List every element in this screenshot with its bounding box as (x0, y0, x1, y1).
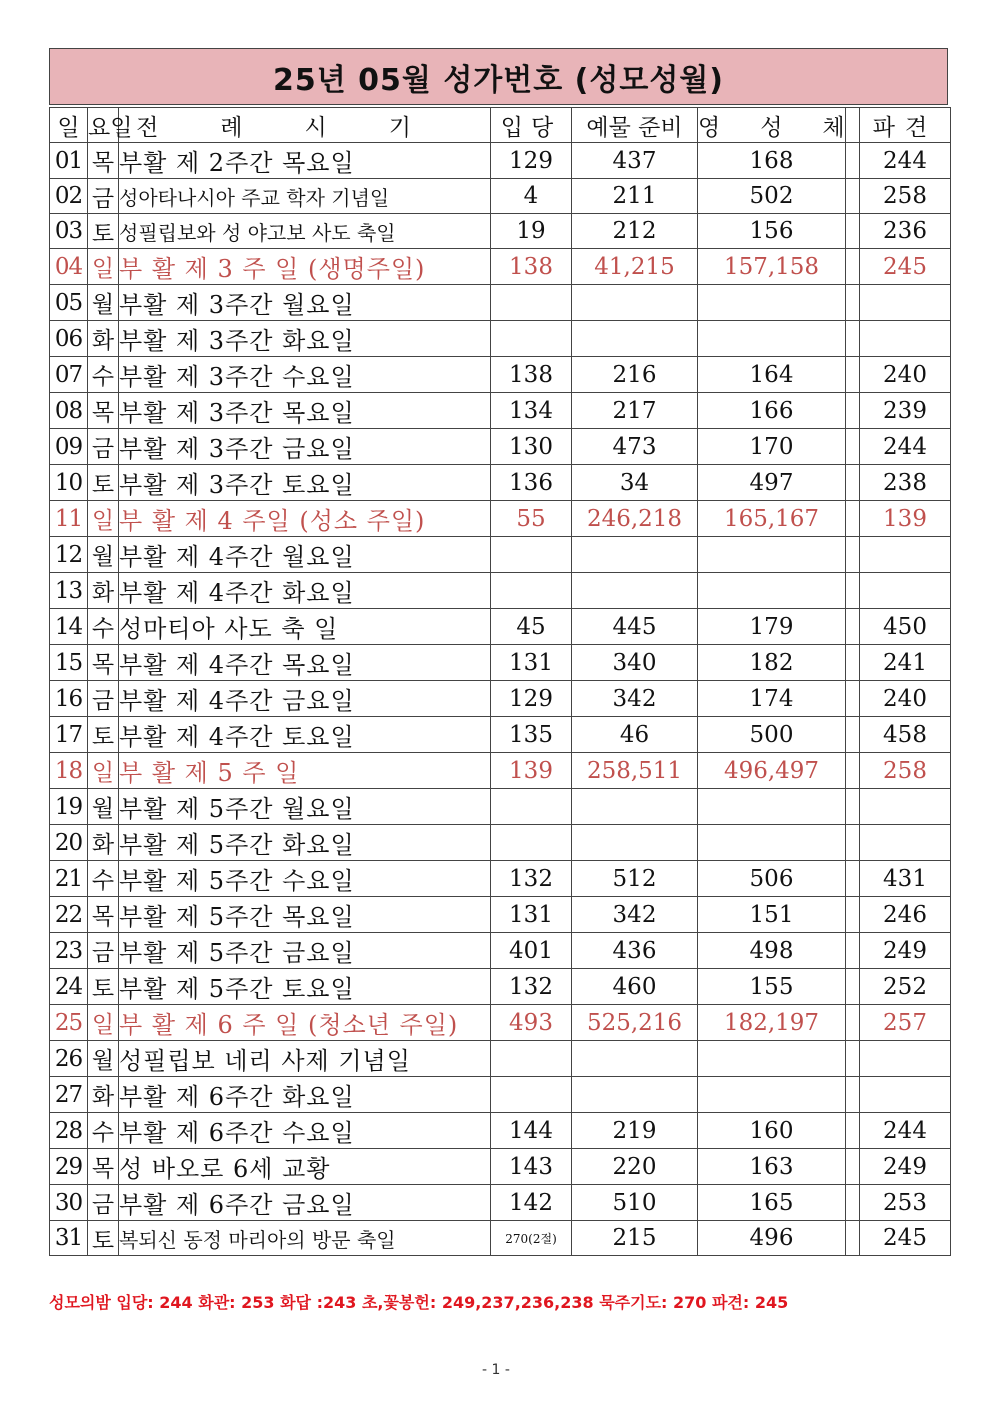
cell-dismissal (860, 1041, 951, 1077)
cell-dismissal: 244 (860, 143, 951, 179)
cell-offertory: 445 (572, 609, 698, 645)
cell-communion: 155 (698, 969, 846, 1005)
cell-liturgy: 부활 제 5주간 토요일 (119, 969, 491, 1005)
table-row (50, 465, 951, 501)
cell-offertory: 258,511 (572, 753, 698, 789)
cell-communion (698, 573, 846, 609)
table-row (50, 285, 951, 321)
cell-communion: 170 (698, 429, 846, 465)
cell-weekday: 토 (88, 214, 119, 249)
table-row (50, 1077, 951, 1113)
cell-dismissal: 253 (860, 1185, 951, 1221)
cell-offertory: 342 (572, 897, 698, 933)
cell-spacer (846, 573, 860, 609)
cell-weekday: 수 (88, 861, 119, 897)
cell-liturgy: 부활 제 6주간 금요일 (119, 1185, 491, 1221)
cell-entrance (491, 1041, 572, 1077)
cell-weekday: 수 (88, 357, 119, 393)
cell-offertory (572, 825, 698, 861)
cell-spacer (846, 285, 860, 321)
table-row (50, 1221, 951, 1256)
cell-communion (698, 825, 846, 861)
header-day: 일 (50, 108, 88, 143)
cell-spacer (846, 1005, 860, 1041)
cell-weekday: 일 (88, 1005, 119, 1041)
cell-communion: 496 (698, 1221, 846, 1256)
cell-spacer (846, 933, 860, 969)
table-row (50, 1041, 951, 1077)
cell-weekday: 화 (88, 825, 119, 861)
table-row (50, 753, 951, 789)
cell-liturgy: 부활 제 4주간 화요일 (119, 573, 491, 609)
cell-dismissal (860, 825, 951, 861)
cell-weekday: 목 (88, 143, 119, 179)
cell-offertory: 41,215 (572, 249, 698, 285)
cell-spacer (846, 249, 860, 285)
cell-day: 26 (50, 1041, 88, 1077)
table-row (50, 393, 951, 429)
cell-day: 06 (50, 321, 88, 357)
cell-weekday: 목 (88, 897, 119, 933)
cell-spacer (846, 825, 860, 861)
cell-dismissal: 431 (860, 861, 951, 897)
cell-offertory: 512 (572, 861, 698, 897)
footer-note: 성모의밤 입당: 244 화관: 253 화답 :243 초,꽃봉헌: 249,237,236,238 묵주기도: 270 파견: 245 (49, 1293, 789, 1312)
cell-offertory: 219 (572, 1113, 698, 1149)
cell-dismissal: 258 (860, 179, 951, 214)
cell-day: 02 (50, 179, 88, 214)
cell-communion (698, 1077, 846, 1113)
cell-day: 22 (50, 897, 88, 933)
cell-day: 30 (50, 1185, 88, 1221)
cell-liturgy: 부 활 제 4 주일 (성소 주일) (119, 501, 491, 537)
cell-liturgy: 부활 제 3주간 토요일 (119, 465, 491, 501)
cell-dismissal: 246 (860, 897, 951, 933)
cell-entrance: 493 (491, 1005, 572, 1041)
cell-liturgy: 부활 제 5주간 목요일 (119, 897, 491, 933)
cell-dismissal (860, 789, 951, 825)
cell-entrance (491, 285, 572, 321)
cell-entrance: 134 (491, 393, 572, 429)
cell-entrance: 401 (491, 933, 572, 969)
cell-day: 25 (50, 1005, 88, 1041)
table-row (50, 1185, 951, 1221)
cell-communion (698, 321, 846, 357)
cell-day: 23 (50, 933, 88, 969)
header-row (50, 108, 951, 143)
cell-weekday: 금 (88, 1185, 119, 1221)
cell-weekday: 일 (88, 753, 119, 789)
cell-spacer (846, 969, 860, 1005)
cell-liturgy: 부활 제 3주간 금요일 (119, 429, 491, 465)
cell-entrance: 4 (491, 179, 572, 214)
cell-spacer (846, 465, 860, 501)
cell-day: 12 (50, 537, 88, 573)
cell-day: 08 (50, 393, 88, 429)
cell-offertory (572, 1041, 698, 1077)
cell-communion: 182,197 (698, 1005, 846, 1041)
table-row (50, 825, 951, 861)
table-row (50, 609, 951, 645)
cell-dismissal (860, 321, 951, 357)
cell-communion (698, 285, 846, 321)
cell-communion: 168 (698, 143, 846, 179)
cell-liturgy: 부활 제 2주간 목요일 (119, 143, 491, 179)
cell-day: 05 (50, 285, 88, 321)
cell-dismissal: 249 (860, 933, 951, 969)
cell-dismissal: 249 (860, 1149, 951, 1185)
cell-spacer (846, 179, 860, 214)
cell-entrance: 138 (491, 249, 572, 285)
table-row (50, 143, 951, 179)
cell-dismissal: 139 (860, 501, 951, 537)
cell-day: 14 (50, 609, 88, 645)
cell-weekday: 목 (88, 1149, 119, 1185)
table-row (50, 357, 951, 393)
cell-dismissal: 258 (860, 753, 951, 789)
table-row (50, 681, 951, 717)
header-dismissal: 파견 (860, 108, 951, 143)
cell-dismissal (860, 537, 951, 573)
cell-communion: 165,167 (698, 501, 846, 537)
cell-day: 21 (50, 861, 88, 897)
cell-liturgy: 성마티아 사도 축 일 (119, 609, 491, 645)
cell-offertory: 342 (572, 681, 698, 717)
cell-weekday: 토 (88, 465, 119, 501)
cell-dismissal: 240 (860, 681, 951, 717)
cell-communion: 165 (698, 1185, 846, 1221)
cell-weekday: 목 (88, 645, 119, 681)
cell-communion (698, 537, 846, 573)
header-communion: 영성체 (698, 108, 846, 143)
cell-dismissal (860, 573, 951, 609)
cell-liturgy: 부활 제 4주간 월요일 (119, 537, 491, 573)
cell-day: 07 (50, 357, 88, 393)
cell-entrance: 135 (491, 717, 572, 753)
cell-weekday: 토 (88, 969, 119, 1005)
cell-spacer (846, 214, 860, 249)
table-row (50, 321, 951, 357)
cell-communion: 151 (698, 897, 846, 933)
cell-weekday: 일 (88, 501, 119, 537)
cell-day: 29 (50, 1149, 88, 1185)
cell-weekday: 토 (88, 717, 119, 753)
cell-weekday: 목 (88, 393, 119, 429)
cell-weekday: 일 (88, 249, 119, 285)
cell-day: 15 (50, 645, 88, 681)
cell-day: 10 (50, 465, 88, 501)
cell-day: 03 (50, 214, 88, 249)
cell-liturgy: 부활 제 3주간 화요일 (119, 321, 491, 357)
table-row (50, 179, 951, 214)
cell-communion: 157,158 (698, 249, 846, 285)
cell-spacer (846, 321, 860, 357)
cell-offertory: 46 (572, 717, 698, 753)
cell-offertory: 212 (572, 214, 698, 249)
cell-day: 19 (50, 789, 88, 825)
cell-spacer (846, 753, 860, 789)
cell-offertory: 215 (572, 1221, 698, 1256)
header-weekday: 요일 (88, 108, 119, 143)
cell-offertory: 34 (572, 465, 698, 501)
cell-entrance: 142 (491, 1185, 572, 1221)
table-row (50, 1005, 951, 1041)
cell-weekday: 수 (88, 609, 119, 645)
cell-offertory: 217 (572, 393, 698, 429)
cell-spacer (846, 897, 860, 933)
cell-weekday: 화 (88, 1077, 119, 1113)
table-row (50, 1149, 951, 1185)
cell-entrance: 136 (491, 465, 572, 501)
cell-weekday: 금 (88, 933, 119, 969)
cell-entrance: 143 (491, 1149, 572, 1185)
cell-weekday: 월 (88, 537, 119, 573)
cell-day: 13 (50, 573, 88, 609)
cell-communion: 156 (698, 214, 846, 249)
cell-entrance: 132 (491, 861, 572, 897)
cell-liturgy: 부활 제 3주간 목요일 (119, 393, 491, 429)
cell-entrance: 139 (491, 753, 572, 789)
cell-spacer (846, 1041, 860, 1077)
cell-entrance: 19 (491, 214, 572, 249)
cell-offertory: 437 (572, 143, 698, 179)
cell-entrance (491, 321, 572, 357)
table-row (50, 501, 951, 537)
cell-offertory (572, 573, 698, 609)
cell-communion: 174 (698, 681, 846, 717)
cell-dismissal: 252 (860, 969, 951, 1005)
cell-entrance: 144 (491, 1113, 572, 1149)
cell-day: 28 (50, 1113, 88, 1149)
cell-dismissal: 236 (860, 214, 951, 249)
cell-liturgy: 부활 제 3주간 월요일 (119, 285, 491, 321)
cell-offertory: 211 (572, 179, 698, 214)
page-number: - 1 - (482, 1362, 510, 1378)
cell-entrance (491, 789, 572, 825)
cell-liturgy: 복되신 동정 마리아의 방문 축일 (119, 1221, 491, 1256)
cell-day: 01 (50, 143, 88, 179)
cell-dismissal: 241 (860, 645, 951, 681)
cell-spacer (846, 717, 860, 753)
cell-communion: 502 (698, 179, 846, 214)
cell-day: 31 (50, 1221, 88, 1256)
cell-dismissal: 240 (860, 357, 951, 393)
cell-communion (698, 789, 846, 825)
header-liturgy: 전례시기 (119, 108, 491, 143)
header-offertory: 예물 준비 (572, 108, 698, 143)
cell-entrance (491, 1077, 572, 1113)
cell-communion: 164 (698, 357, 846, 393)
cell-liturgy: 성아타나시아 주교 학자 기념일 (119, 179, 491, 214)
page-title: 25년 05월 성가번호 (성모성월) (49, 48, 948, 105)
cell-spacer (846, 1221, 860, 1256)
table-row (50, 249, 951, 285)
cell-liturgy: 부활 제 5주간 월요일 (119, 789, 491, 825)
cell-day: 16 (50, 681, 88, 717)
table-row (50, 537, 951, 573)
cell-spacer (846, 789, 860, 825)
cell-offertory: 220 (572, 1149, 698, 1185)
cell-liturgy: 부활 제 4주간 토요일 (119, 717, 491, 753)
cell-liturgy: 부활 제 5주간 화요일 (119, 825, 491, 861)
cell-dismissal: 244 (860, 429, 951, 465)
cell-offertory (572, 537, 698, 573)
cell-dismissal: 458 (860, 717, 951, 753)
cell-entrance (491, 825, 572, 861)
cell-spacer (846, 1149, 860, 1185)
cell-communion: 506 (698, 861, 846, 897)
cell-dismissal (860, 285, 951, 321)
cell-weekday: 수 (88, 1113, 119, 1149)
cell-entrance: 129 (491, 143, 572, 179)
cell-spacer (846, 645, 860, 681)
table-row (50, 1113, 951, 1149)
cell-spacer (846, 429, 860, 465)
cell-offertory: 246,218 (572, 501, 698, 537)
cell-entrance (491, 573, 572, 609)
cell-liturgy: 부활 제 5주간 금요일 (119, 933, 491, 969)
cell-spacer (846, 861, 860, 897)
header-entrance: 입당 (491, 108, 572, 143)
cell-liturgy: 부활 제 6주간 수요일 (119, 1113, 491, 1149)
cell-weekday: 금 (88, 429, 119, 465)
cell-spacer (846, 357, 860, 393)
cell-weekday: 월 (88, 1041, 119, 1077)
cell-spacer (846, 609, 860, 645)
cell-offertory: 525,216 (572, 1005, 698, 1041)
table-row (50, 429, 951, 465)
cell-spacer (846, 1185, 860, 1221)
cell-communion: 498 (698, 933, 846, 969)
cell-weekday: 금 (88, 681, 119, 717)
cell-spacer (846, 1077, 860, 1113)
cell-communion (698, 1041, 846, 1077)
cell-spacer (846, 143, 860, 179)
cell-dismissal: 245 (860, 249, 951, 285)
schedule-body (50, 143, 951, 1256)
cell-entrance: 138 (491, 357, 572, 393)
cell-spacer (846, 681, 860, 717)
cell-communion: 496,497 (698, 753, 846, 789)
table-row (50, 717, 951, 753)
cell-liturgy: 성필립보 네리 사제 기념일 (119, 1041, 491, 1077)
table-row (50, 645, 951, 681)
cell-offertory (572, 789, 698, 825)
cell-liturgy: 부활 제 4주간 목요일 (119, 645, 491, 681)
cell-entrance: 130 (491, 429, 572, 465)
table-row (50, 861, 951, 897)
cell-entrance: 45 (491, 609, 572, 645)
cell-liturgy: 성 바오로 6세 교황 (119, 1149, 491, 1185)
cell-weekday: 월 (88, 285, 119, 321)
cell-liturgy: 부 활 제 3 주 일 (생명주일) (119, 249, 491, 285)
cell-weekday: 화 (88, 573, 119, 609)
table-row (50, 789, 951, 825)
table-row (50, 933, 951, 969)
cell-liturgy: 부활 제 4주간 금요일 (119, 681, 491, 717)
cell-spacer (846, 393, 860, 429)
cell-entrance: 131 (491, 645, 572, 681)
cell-day: 11 (50, 501, 88, 537)
cell-offertory: 340 (572, 645, 698, 681)
cell-offertory: 473 (572, 429, 698, 465)
cell-entrance: 55 (491, 501, 572, 537)
cell-entrance: 132 (491, 969, 572, 1005)
cell-liturgy: 부 활 제 6 주 일 (청소년 주일) (119, 1005, 491, 1041)
cell-day: 24 (50, 969, 88, 1005)
cell-dismissal: 245 (860, 1221, 951, 1256)
cell-entrance (491, 537, 572, 573)
cell-day: 20 (50, 825, 88, 861)
cell-offertory (572, 285, 698, 321)
cell-dismissal: 238 (860, 465, 951, 501)
cell-entrance: 131 (491, 897, 572, 933)
cell-weekday: 토 (88, 1221, 119, 1256)
cell-dismissal (860, 1077, 951, 1113)
cell-weekday: 금 (88, 179, 119, 214)
cell-liturgy: 부 활 제 5 주 일 (119, 753, 491, 789)
cell-communion: 179 (698, 609, 846, 645)
cell-dismissal: 244 (860, 1113, 951, 1149)
cell-offertory: 460 (572, 969, 698, 1005)
cell-dismissal: 239 (860, 393, 951, 429)
cell-day: 04 (50, 249, 88, 285)
table-row (50, 573, 951, 609)
cell-day: 17 (50, 717, 88, 753)
table-row (50, 897, 951, 933)
cell-liturgy: 부활 제 6주간 화요일 (119, 1077, 491, 1113)
cell-communion: 182 (698, 645, 846, 681)
cell-day: 09 (50, 429, 88, 465)
hymn-schedule-table (49, 107, 951, 1256)
cell-communion: 497 (698, 465, 846, 501)
table-row (50, 969, 951, 1005)
cell-offertory: 436 (572, 933, 698, 969)
cell-day: 18 (50, 753, 88, 789)
cell-spacer (846, 1113, 860, 1149)
cell-offertory (572, 1077, 698, 1113)
cell-weekday: 화 (88, 321, 119, 357)
cell-weekday: 월 (88, 789, 119, 825)
cell-spacer (846, 501, 860, 537)
cell-liturgy: 부활 제 5주간 수요일 (119, 861, 491, 897)
cell-communion: 500 (698, 717, 846, 753)
table-row (50, 214, 951, 249)
cell-day: 27 (50, 1077, 88, 1113)
cell-entrance: 270(2절) (491, 1221, 572, 1256)
cell-communion: 163 (698, 1149, 846, 1185)
cell-communion: 166 (698, 393, 846, 429)
cell-communion: 160 (698, 1113, 846, 1149)
cell-spacer (846, 537, 860, 573)
cell-offertory: 216 (572, 357, 698, 393)
cell-entrance: 129 (491, 681, 572, 717)
cell-offertory: 510 (572, 1185, 698, 1221)
cell-dismissal: 257 (860, 1005, 951, 1041)
cell-offertory (572, 321, 698, 357)
cell-dismissal: 450 (860, 609, 951, 645)
cell-liturgy: 성필립보와 성 야고보 사도 축일 (119, 214, 491, 249)
cell-liturgy: 부활 제 3주간 수요일 (119, 357, 491, 393)
